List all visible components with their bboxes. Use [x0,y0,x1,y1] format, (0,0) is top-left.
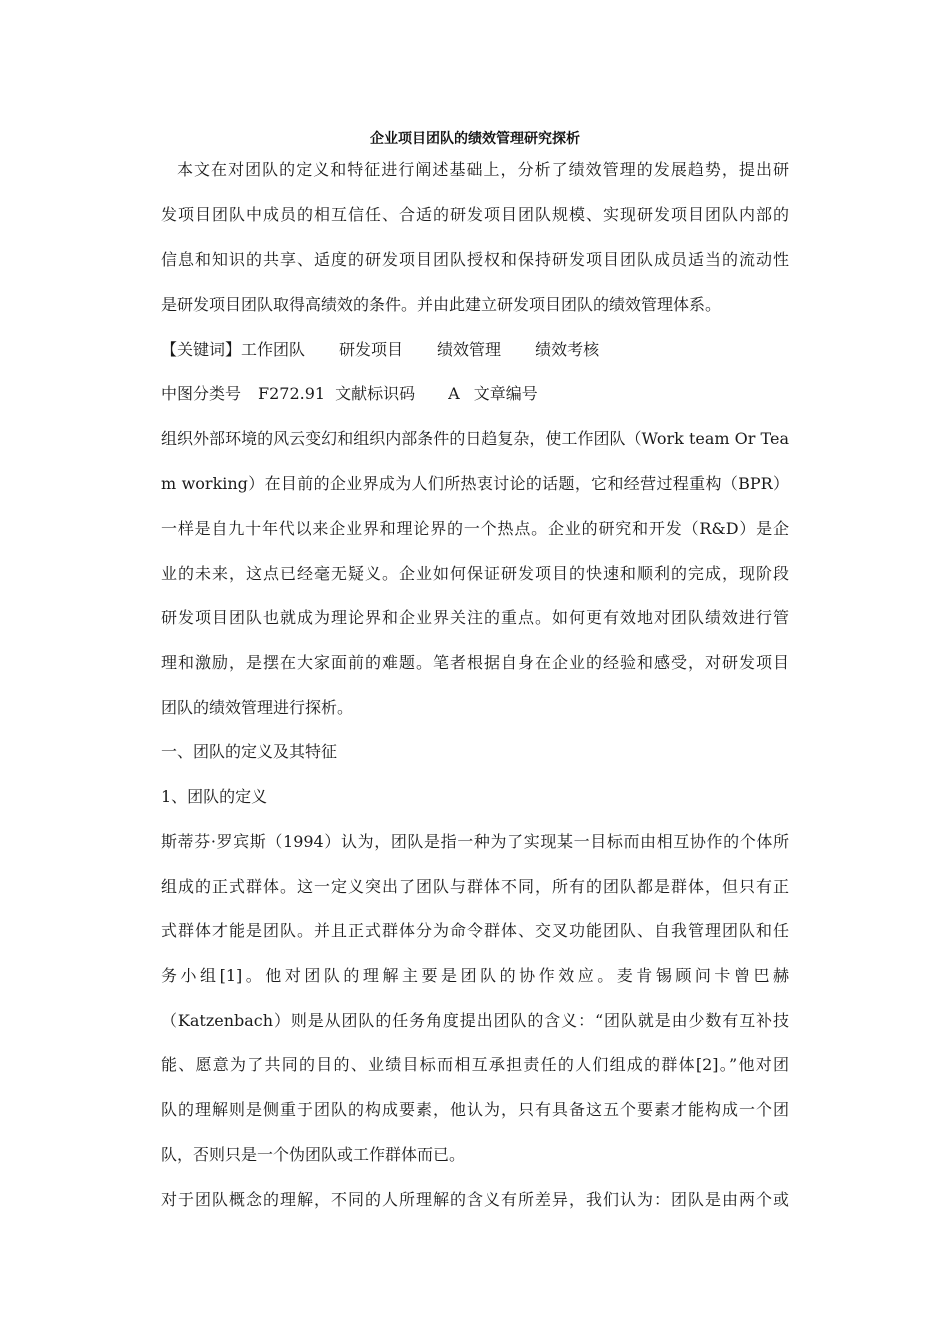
doc-code-label: 文献标识码 [335,384,416,403]
keyword: 绩效管理 [437,340,502,359]
intro-line: 业的未来，这点已经毫无疑义。企业如何保证研发项目的快速和顺利的完成，现阶段 [161,564,789,583]
abstract-line: 发项目团队中成员的相互信任、合适的研发项目团队规模、实现研发项目团队内部的 [161,205,789,224]
classification-line [161,383,789,405]
definition-line: 组成的正式群体。这一定义突出了团队与群体不同，所有的团队都是群体，但只有正 [161,877,789,896]
subsection-heading: 1、团队的定义 [161,787,268,806]
intro-line: m working）在目前的企业界成为人们所热衷讨论的话题，它和经营过程重构（BPR） [161,474,789,493]
definition-line: 式群体才能是团队。并且正式群体分为命令群体、交叉功能团队、自我管理团队和任 [161,921,789,940]
definition-line: 斯蒂芬·罗宾斯（1994）认为，团队是指一种为了实现某一目标而由相互协作的个体所 [161,832,789,851]
section-heading: 一、团队的定义及其特征 [161,742,338,761]
definition-line: 务小组[1]。他对团队的理解主要是团队的协作效应。麦肯锡顾问卡曾巴赫 [161,966,789,985]
intro-line: 组织外部环境的风云变幻和组织内部条件的日趋复杂，使工作团队（Work team Or Tea [161,429,789,448]
keyword: 绩效考核 [535,340,600,359]
abstract-line: 信息和知识的共享、适度的研发项目团队授权和保持研发项目团队成员适当的流动性 [161,250,789,269]
keywords-label: 【关键词】 [161,340,242,359]
intro-line: 团队的绩效管理进行探析。 [161,698,354,717]
definition-line: （Katzenbach）则是从团队的任务角度提出团队的含义：“团队就是由少数有互补技 [161,1011,789,1030]
doc-code-value: A [448,384,460,403]
intro-line: 一样是自九十年代以来企业界和理论界的一个热点。企业的研究和开发（R&D）是企 [161,519,789,538]
keywords-line [161,339,789,361]
closing-line: 对于团队概念的理解，不同的人所理解的含义有所差异，我们认为：团队是由两个或 [161,1190,789,1209]
intro-line: 理和激励，是摆在大家面前的难题。笔者根据自身在企业的经验和感受，对研发项目 [161,653,789,672]
clc-label: 中图分类号 [161,384,242,403]
definition-line: 队，否则只是一个伪团队或工作群体而已。 [161,1145,466,1164]
keyword: 工作团队 [241,340,306,359]
keyword: 研发项目 [339,340,404,359]
abstract-line: 本文在对团队的定义和特征进行阐述基础上，分析了绩效管理的发展趋势，提出研 [177,160,789,179]
intro-line: 研发项目团队也就成为理论界和企业界关注的重点。如何更有效地对团队绩效进行管 [161,608,789,627]
definition-line: 队的理解则是侧重于团队的构成要素，他认为，只有具备这五个要素才能构成一个团 [161,1100,789,1119]
article-no-label: 文章编号 [473,384,538,403]
document-title: 企业项目团队的绩效管理研究探析 [370,131,580,147]
abstract-line: 是研发项目团队取得高绩效的条件。并由此建立研发项目团队的绩效管理体系。 [161,295,722,314]
definition-line: 能、愿意为了共同的目的、业绩目标而相互承担责任的人们组成的群体[2]。”他对团 [161,1055,789,1074]
clc-value: F272.91 [258,384,326,403]
